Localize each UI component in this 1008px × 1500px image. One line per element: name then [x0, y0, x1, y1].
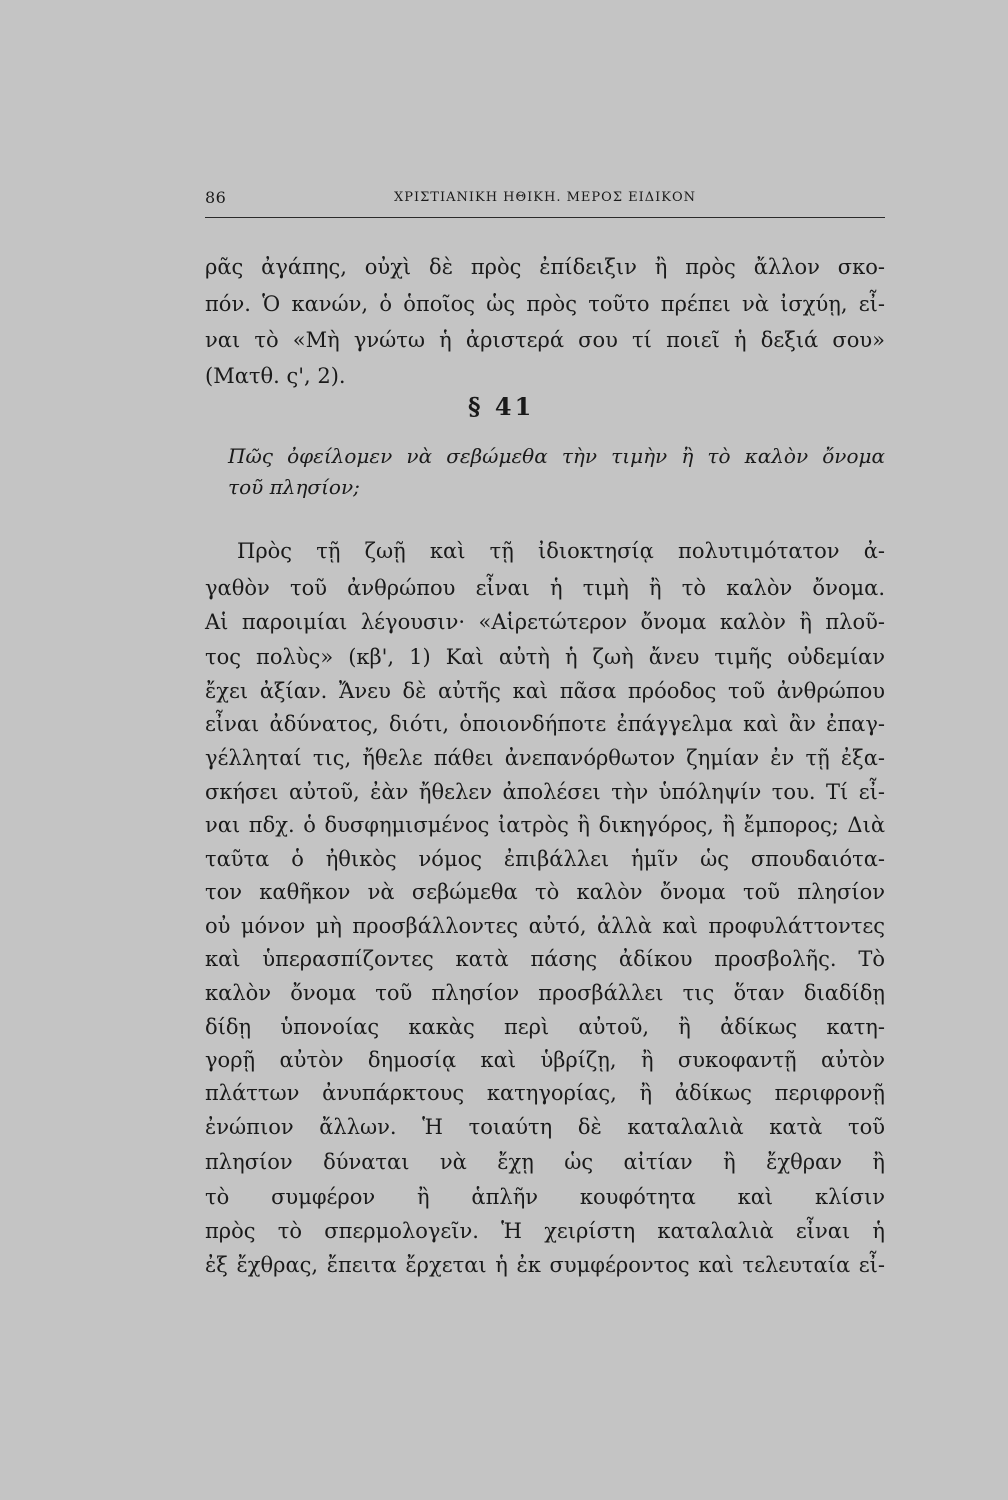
text-line: πόν. Ὁ κανών, ὁ ὁποῖος ὡς πρὸς τοῦτο πρέπει νὰ ἰσχύῃ, εἶ- [205, 292, 885, 316]
section-title-line: τοῦ πλησίον; [228, 475, 360, 499]
text-line: πλησίον δύναται νὰ ἔχῃ ὡς αἰτίαν ἢ ἔχθραν ἢ [205, 1150, 885, 1174]
text-line: εἶναι ἀδύνατος, διότι, ὁποιονδήποτε ἐπάγγελμα καὶ ἂν ἐπαγ- [205, 712, 885, 736]
text-line: ρᾶς ἀγάπης, οὐχὶ δὲ πρὸς ἐπίδειξιν ἢ πρὸς ἄλλον σκο- [205, 255, 885, 279]
page-header [205, 188, 885, 212]
section-number: § 41 [468, 392, 535, 421]
text-line: καλὸν ὄνομα τοῦ πλησίον προσβάλλει τις ὅταν διαδίδῃ [205, 981, 885, 1005]
page-number: 86 [205, 188, 227, 207]
text-line: ναι τὸ «Μὴ γνώτω ἡ ἀριστερά σου τί ποιεῖ ἡ δεξιά σου» [205, 328, 885, 352]
text-line: ναι πδχ. ὁ δυσφημισμένος ἰατρὸς ἢ δικηγόρος, ἢ ἔμπορος; Διὰ [205, 813, 885, 837]
header-rule [205, 217, 885, 218]
text-line: γέλληταί τις, ἤθελε πάθει ἀνεπανόρθωτον ζημίαν ἐν τῇ ἐξα- [205, 746, 885, 770]
text-line: ταῦτα ὁ ἠθικὸς νόμος ἐπιβάλλει ἡμῖν ὡς σπουδαιότα- [205, 847, 885, 871]
text-line: τον καθῆκον νὰ σεβώμεθα τὸ καλὸν ὄνομα τοῦ πλησίον [205, 880, 885, 904]
text-line: (Ματθ. ς', 2). [205, 364, 346, 388]
text-line: δίδῃ ὑπονοίας κακὰς περὶ αὐτοῦ, ἢ ἀδίκως κατη- [205, 1015, 885, 1039]
text-line: ἐξ ἔχθρας, ἔπειτα ἔρχεται ἡ ἐκ συμφέροντος καὶ τελευταία εἶ- [205, 1253, 885, 1277]
text-line: τος πολὺς» (κβ', 1) Καὶ αὐτὴ ἡ ζωὴ ἄνευ τιμῆς οὐδεμίαν [205, 645, 885, 669]
running-head: ΧΡΙΣΤΙΑΝΙΚΗ ΗΘΙΚΗ. ΜΕΡΟΣ ΕΙΔΙΚΟΝ [393, 190, 697, 205]
text-line: ἔχει ἀξίαν. Ἄνευ δὲ αὐτῆς καὶ πᾶσα πρόοδος τοῦ ἀνθρώπου [205, 679, 885, 703]
text-line: πρὸς τὸ σπερμολογεῖν. Ἡ χειρίστη καταλαλιὰ εἶναι ἡ [205, 1219, 885, 1243]
text-line: τὸ συμφέρον ἢ ἁπλῆν κουφότητα καὶ κλίσιν [205, 1185, 885, 1209]
text-line: ἐνώπιον ἄλλων. Ἡ τοιαύτη δὲ καταλαλιὰ κατὰ τοῦ [205, 1115, 885, 1139]
text-line: οὐ μόνον μὴ προσβάλλοντες αὐτό, ἀλλὰ καὶ προφυλάττοντες [205, 914, 885, 938]
section-title-line: Πῶς ὀφείλομεν νὰ σεβώμεθα τὴν τιμὴν ἢ τὸ καλὸν ὄνομα [228, 444, 885, 468]
text-line: καὶ ὑπερασπίζοντες κατὰ πάσης ἀδίκου προσβολῆς. Τὸ [205, 947, 885, 971]
text-line: Αἱ παροιμίαι λέγουσιν· «Αἱρετώτερον ὄνομα καλὸν ἢ πλοῦ- [205, 610, 885, 634]
text-line: Πρὸς τῇ ζωῇ καὶ τῇ ἰδιοκτησίᾳ πολυτιμότατον ἀ- [237, 539, 885, 563]
text-line: γαθὸν τοῦ ἀνθρώπου εἶναι ἡ τιμὴ ἢ τὸ καλὸν ὄνομα. [205, 576, 885, 600]
text-line: γορῇ αὐτὸν δημοσίᾳ καὶ ὑβρίζῃ, ἢ συκοφαντῇ αὐτὸν [205, 1048, 885, 1072]
text-line: πλάττων ἀνυπάρκτους κατηγορίας, ἢ ἀδίκως περιφρονῇ [205, 1081, 885, 1105]
text-line: σκήσει αὐτοῦ, ἐὰν ἤθελεν ἀπολέσει τὴν ὑπόληψίν του. Τί εἶ- [205, 780, 885, 804]
